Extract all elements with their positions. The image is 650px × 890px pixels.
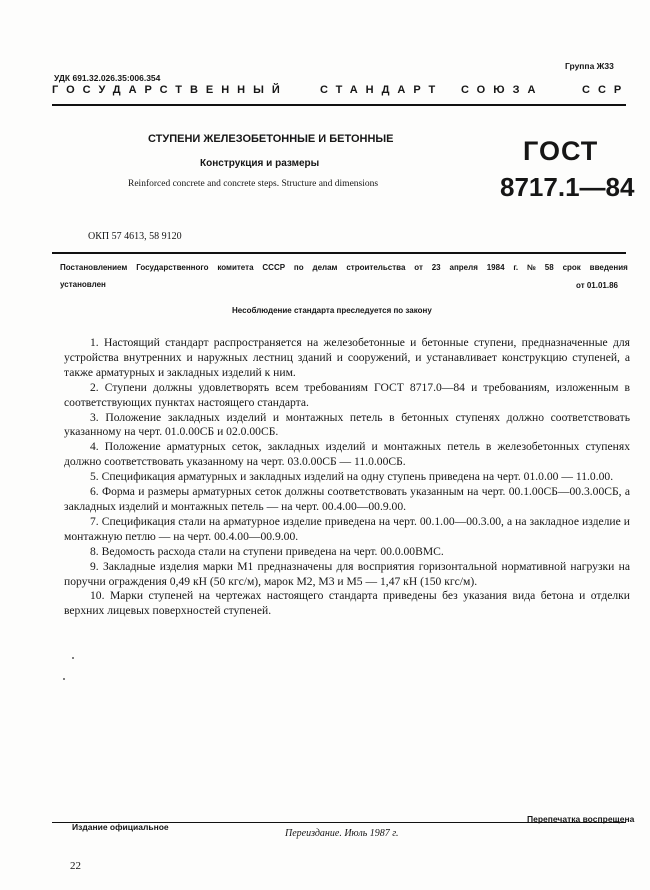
decree-word: апреля: [449, 263, 478, 272]
okp-code: ОКП 57 4613, 58 9120: [88, 231, 182, 242]
decree-word: 23: [431, 263, 441, 272]
banner-word-union: СОЮЗА: [461, 84, 544, 96]
decree-effective-date: от 01.01.86: [576, 281, 618, 290]
reissue-note: Переиздание. Июль 1987 г.: [285, 828, 399, 839]
decree-word: введения: [589, 263, 628, 272]
gost-label: ГОСТ: [523, 136, 599, 166]
gost-number: 8717.1—84: [500, 172, 635, 202]
decree-word: 58: [544, 263, 554, 272]
english-title: Reinforced concrete and concrete steps. Structure and dimensions: [128, 179, 379, 189]
page-number: 22: [70, 860, 81, 872]
classification-group: Группа Ж33: [565, 61, 614, 71]
decree-word: №: [527, 263, 536, 272]
banner-word-state: ГОСУДАРСТВЕННЫЙ: [52, 84, 288, 96]
decree-word: СССР: [262, 263, 286, 272]
scan-speck: [72, 657, 74, 659]
state-standard-banner: [52, 84, 630, 100]
paragraph: 8. Ведомость расхода стали на ступени приведена на черт. 00.0.00ВМС.: [90, 544, 444, 558]
paragraph: 4. Положение арматурных сеток, закладных изделий и монтажных петель в железобетонных ступенях должно соответствовать указанному на черт. 03.0.00СБ — 11.0.00СБ.: [64, 440, 630, 469]
paragraph: 3. Положение закладных изделий и монтажных петель в бетонных ступенях должно соответствовать указанному на черт. 01.0.00СБ и 02.0.00СБ.: [64, 410, 630, 439]
decree-word: г.: [513, 263, 519, 272]
decree-word: от: [414, 263, 423, 272]
official-edition-label: Издание официальное: [72, 822, 169, 832]
paragraph: 1. Настоящий стандарт распространяется на железобетонные и бетонные ступени, предназначенные для устройства внутренних и наружных лестниц зданий и сооружений, и устанавливает конструкцию ступеней, а также арматурных и закладных изделий к ним.: [64, 336, 630, 379]
scan-speck: [63, 678, 65, 680]
decree-line-2: установлен: [60, 280, 106, 289]
paragraph: 5. Спецификация арматурных и закладных изделий на одну ступень приведена на черт. 01.0.00 — 11.0.00.: [90, 470, 614, 484]
decree-word: срок: [562, 263, 581, 272]
decree-word: комитета: [217, 263, 254, 272]
decree-line: [60, 263, 628, 272]
legal-notice: Несоблюдение стандарта преследуется по закону: [232, 306, 432, 315]
paragraph: 6. Форма и размеры арматурных сеток должны соответствовать указанным на черт. 00.1.00СБ—00.3.00СБ, а закладных изделий и монтажных петель — на черт. 00.4.00—00.9.00.: [64, 485, 630, 513]
udk-code: УДК 691.32.026.35:006.354: [54, 73, 161, 83]
document-subtitle: Конструкция и размеры: [200, 158, 320, 169]
paragraph: 10. Марки ступеней на чертежах настоящего стандарта приведены без указания вида бетона и отделки верхних лицевых поверхностей ступеней.: [64, 589, 630, 618]
document-title: СТУПЕНИ ЖЕЛЕЗОБЕТОННЫЕ И БЕТОННЫЕ: [148, 133, 394, 145]
banner-word-ussr: ССР: [582, 84, 630, 96]
decree-rule: [52, 252, 626, 254]
decree-word: Государственного: [136, 263, 209, 272]
decree-word: по: [293, 263, 304, 272]
decree-word: строительства: [346, 263, 406, 272]
paragraph: 2. Ступени должны удовлетворять всем требованиям ГОСТ 8717.0—84 и требованиям, изложенным в соответствующих пунктах настоящего стандарта.: [64, 380, 630, 409]
decree-word: Постановлением: [60, 263, 128, 272]
paragraph: 9. Закладные изделия марки М1 предназначены для восприятия горизонтальной нормативной нагрузки на поручни ограждения 0,49 кН (50 кгс/м), марок М2, М3 и М5 — 1,47 кН (150 кгс/м).: [64, 559, 630, 588]
banner-word-standard: СТАНДАРТ: [320, 84, 444, 96]
paragraph: 7. Спецификация стали на арматурное изделие приведена на черт. 00.1.00—00.3.00, а на закладное изделие и монтажную петлю — на черт. 00.4.00—00.9.00.: [64, 514, 630, 543]
document-body: [64, 336, 630, 619]
decree-word: делам: [312, 263, 338, 272]
reprint-prohibited-label: Перепечатка воспрещена: [527, 814, 635, 824]
decree-word: 1984: [486, 263, 505, 272]
header-rule: [52, 104, 626, 106]
